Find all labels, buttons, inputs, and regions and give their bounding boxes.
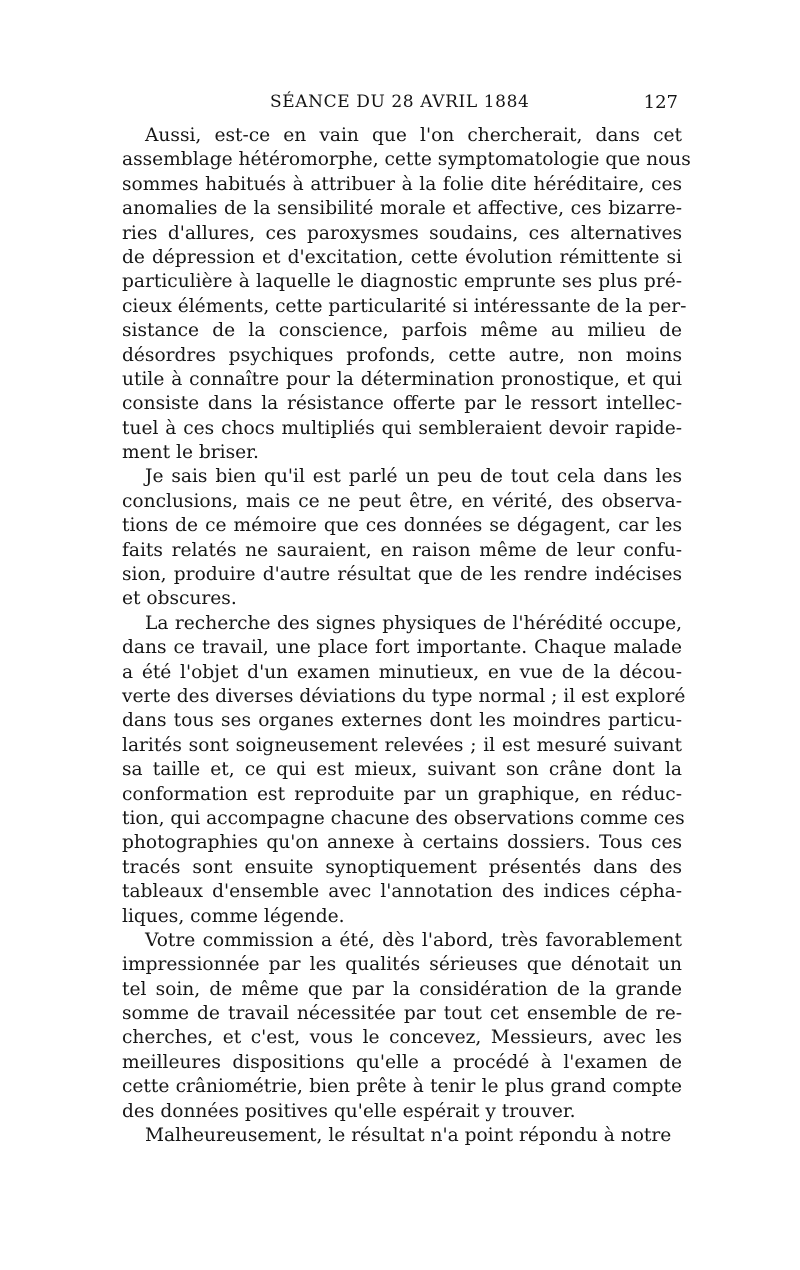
- paragraph-3: [122, 612, 686, 929]
- text-line: tion, qui accompagne chacune des observations comme ces: [122, 807, 685, 829]
- text-line: Malheureusement, le résultat n'a point répondu à notre: [145, 1125, 672, 1147]
- text-line: meilleures dispositions qu'elle a procédé à l'examen de: [122, 1051, 682, 1073]
- text-line: sion, produire d'autre résultat que de les rendre indécises: [122, 564, 682, 586]
- page-number: 127: [643, 92, 678, 113]
- text-line: dans tous ses organes externes dont les moindres particu-: [122, 710, 682, 732]
- text-line: ries d'allures, ces paroxysmes soudains, ces alternatives: [122, 222, 682, 244]
- text-line: sa taille et, ce qui est mieux, suivant son crâne dont la: [122, 759, 682, 781]
- text-line: liques, comme légende.: [122, 905, 345, 927]
- text-line: verte des diverses déviations du type normal ; il est exploré: [122, 685, 686, 707]
- page-header: [122, 92, 682, 118]
- text-line: et obscures.: [122, 588, 237, 610]
- text-line: sommes habitués à attribuer à la folie dite héréditaire, ces: [122, 173, 682, 195]
- text-line: tuel à ces chocs multipliés qui sembleraient devoir rapide-: [122, 417, 682, 439]
- paragraph-2: [122, 465, 682, 611]
- text-line: de dépression et d'excitation, cette évolution rémittente si: [122, 246, 682, 268]
- text-line: tel soin, de même que par la considération de la grande: [122, 978, 682, 1000]
- text-line: dans ce travail, une place fort importante. Chaque malade: [122, 637, 682, 659]
- body-text: [122, 124, 691, 1148]
- text-line: impressionnée par les qualités sérieuses que dénotait un: [122, 954, 682, 976]
- paragraph-1: [122, 124, 691, 465]
- text-line: consiste dans la résistance offerte par le ressort intellec-: [122, 393, 682, 415]
- text-line: tracés sont ensuite synoptiquement présentés dans des: [122, 856, 682, 878]
- text-line: conformation est reproduite par un graphique, en réduc-: [122, 783, 682, 805]
- text-line: La recherche des signes physiques de l'hérédité occupe,: [145, 612, 682, 634]
- paragraph-4: [122, 929, 682, 1124]
- text-line: anomalies de la sensibilité morale et affective, ces bizarre-: [122, 198, 682, 220]
- text-line: photographies qu'on annexe à certains dossiers. Tous ces: [122, 832, 682, 854]
- text-line: utile à connaître pour la détermination pronostique, et qui: [122, 368, 682, 390]
- text-line: tions de ce mémoire que ces données se dégagent, car les: [122, 515, 682, 537]
- text-line: tableaux d'ensemble avec l'annotation des indices cépha-: [122, 881, 682, 903]
- text-line: Je sais bien qu'il est parlé un peu de tout cela dans les: [145, 466, 682, 488]
- text-line: a été l'objet d'un examen minutieux, en vue de la décou-: [122, 661, 682, 683]
- text-line: ment le briser.: [122, 442, 259, 464]
- text-line: des données positives qu'elle espérait y trouver.: [122, 1100, 576, 1122]
- text-line: assemblage hétéromorphe, cette symptomatologie que nous: [122, 149, 691, 171]
- text-line: Aussi, est-ce en vain que l'on chercherait, dans cet: [145, 125, 682, 146]
- running-title: SÉANCE DU 28 AVRIL 1884: [270, 92, 530, 112]
- text-line: conclusions, mais ce ne peut être, en vérité, des observa-: [122, 490, 682, 512]
- text-line: particulière à laquelle le diagnostic emprunte ses plus pré-: [122, 271, 682, 293]
- text-line: sistance de la conscience, parfois même au milieu de: [122, 320, 682, 342]
- text-line: cherches, et c'est, vous le concevez, Messieurs, avec les: [122, 1027, 682, 1049]
- text-line: cette crâniométrie, bien prête à tenir le plus grand compte: [122, 1076, 682, 1098]
- text-line: Votre commission a été, dès l'abord, très favorablement: [145, 929, 682, 951]
- text-line: cieux éléments, cette particularité si intéressante de la per-: [122, 295, 687, 317]
- text-line: faits relatés ne sauraient, en raison même de leur confu-: [122, 539, 682, 561]
- text-line: somme de travail nécessitée par tout cet ensemble de re-: [122, 1003, 682, 1025]
- text-line: désordres psychiques profonds, cette autre, non moins: [122, 344, 682, 366]
- text-line: larités sont soigneusement relevées ; il est mesuré suivant: [122, 734, 682, 756]
- paragraph-5: [122, 1124, 682, 1148]
